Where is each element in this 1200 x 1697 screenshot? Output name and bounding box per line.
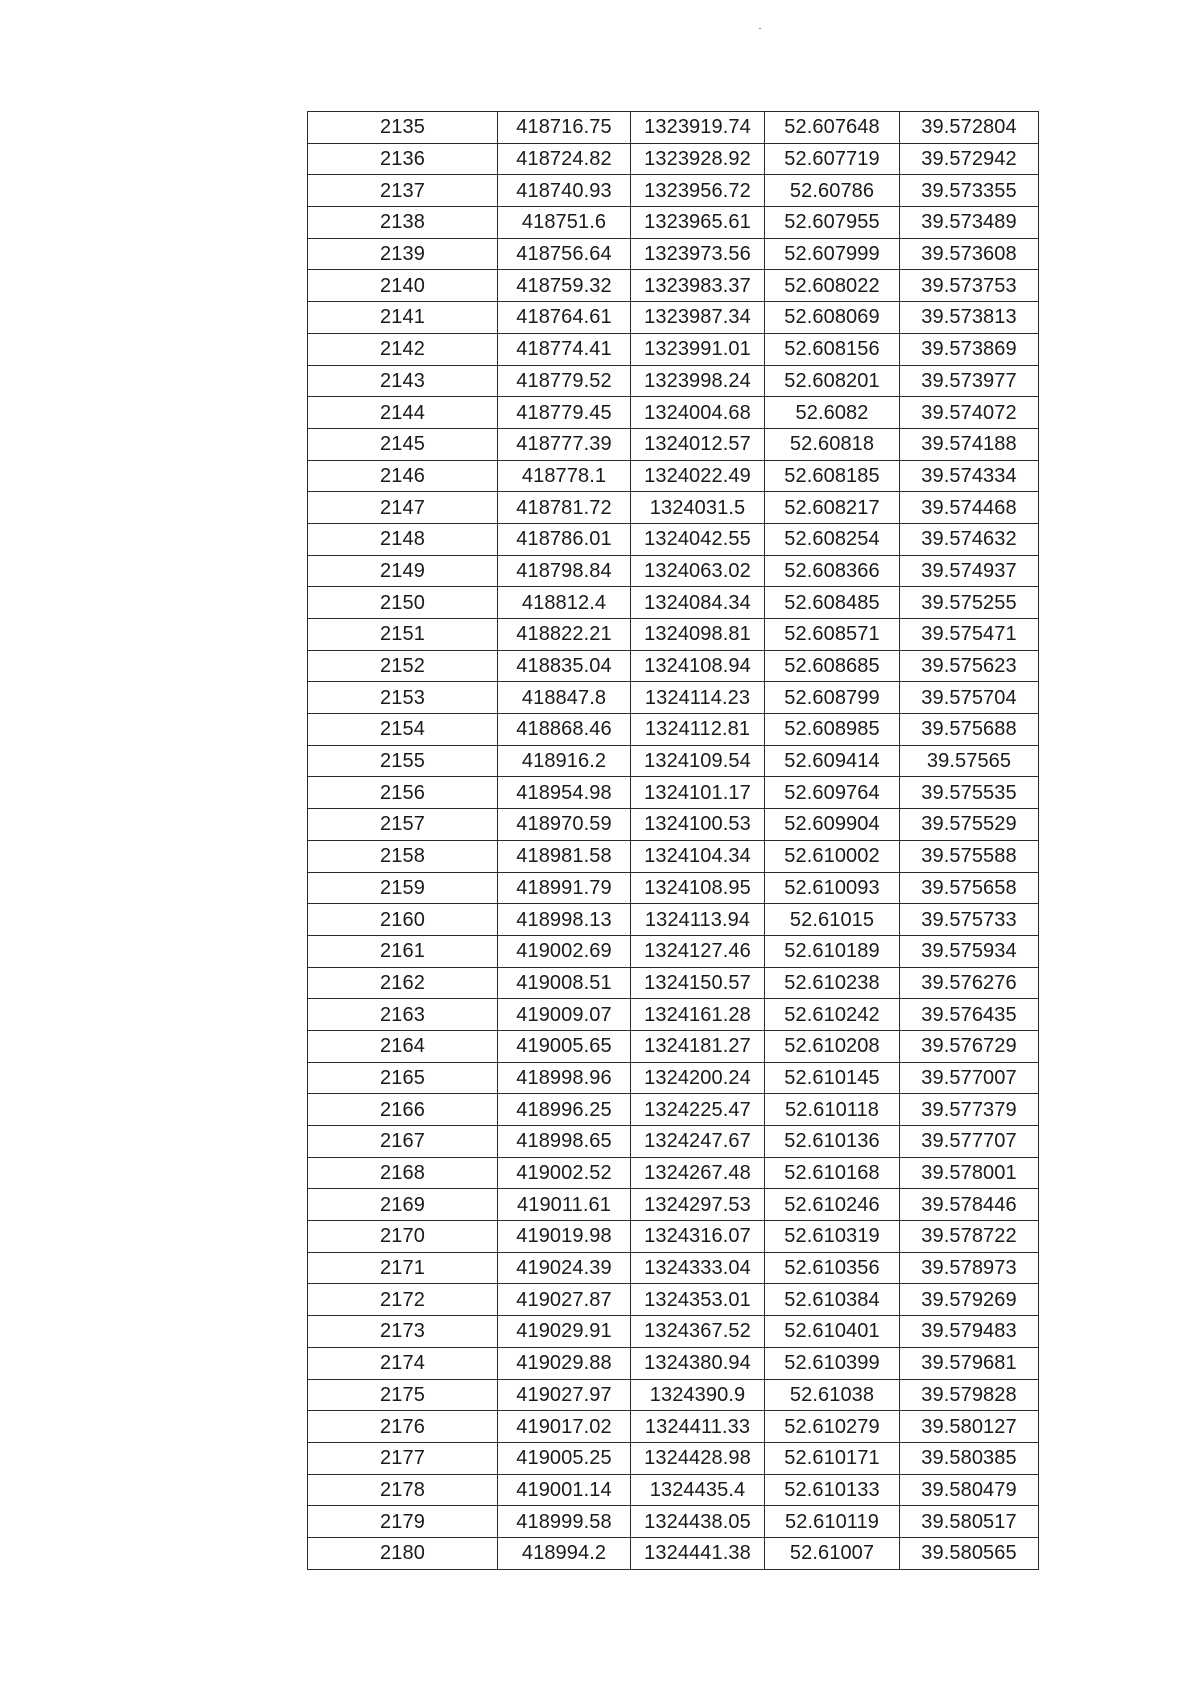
table-row: [308, 555, 1039, 587]
latitude-cell: 52.608217: [765, 492, 900, 524]
y-coordinate-cell: 1323956.72: [631, 175, 765, 207]
latitude-cell: 52.610093: [765, 872, 900, 904]
y-coordinate-cell: 1324114.23: [631, 682, 765, 714]
latitude-cell: 52.61015: [765, 904, 900, 936]
table-row: [308, 777, 1039, 809]
table-row: [308, 207, 1039, 239]
longitude-cell: 39.575588: [900, 840, 1039, 872]
point-number-cell: 2150: [308, 587, 498, 619]
latitude-cell: 52.607999: [765, 238, 900, 270]
longitude-cell: 39.573753: [900, 270, 1039, 302]
table-row: [308, 999, 1039, 1031]
point-number-cell: 2169: [308, 1189, 498, 1221]
x-coordinate-cell: 418868.46: [498, 714, 631, 746]
y-coordinate-cell: 1324181.27: [631, 1030, 765, 1062]
coordinates-table-body: [308, 112, 1039, 1570]
y-coordinate-cell: 1324109.54: [631, 745, 765, 777]
x-coordinate-cell: 418916.2: [498, 745, 631, 777]
point-number-cell: 2149: [308, 555, 498, 587]
point-number-cell: 2163: [308, 999, 498, 1031]
longitude-cell: 39.575934: [900, 935, 1039, 967]
table-row: [308, 492, 1039, 524]
y-coordinate-cell: 1324367.52: [631, 1316, 765, 1348]
x-coordinate-cell: 418756.64: [498, 238, 631, 270]
point-number-cell: 2159: [308, 872, 498, 904]
table-row: [308, 238, 1039, 270]
x-coordinate-cell: 418764.61: [498, 302, 631, 334]
longitude-cell: 39.575529: [900, 809, 1039, 841]
longitude-cell: 39.575733: [900, 904, 1039, 936]
y-coordinate-cell: 1323928.92: [631, 143, 765, 175]
latitude-cell: 52.609904: [765, 809, 900, 841]
table-row: [308, 809, 1039, 841]
y-coordinate-cell: 1324112.81: [631, 714, 765, 746]
point-number-cell: 2151: [308, 619, 498, 651]
latitude-cell: 52.608156: [765, 333, 900, 365]
point-number-cell: 2135: [308, 112, 498, 144]
table-row: [308, 1537, 1039, 1569]
latitude-cell: 52.610399: [765, 1347, 900, 1379]
y-coordinate-cell: 1324101.17: [631, 777, 765, 809]
table-row: [308, 175, 1039, 207]
latitude-cell: 52.60818: [765, 428, 900, 460]
table-row: [308, 270, 1039, 302]
y-coordinate-cell: 1324042.55: [631, 523, 765, 555]
longitude-cell: 39.573977: [900, 365, 1039, 397]
x-coordinate-cell: 419017.02: [498, 1411, 631, 1443]
table-row: [308, 872, 1039, 904]
latitude-cell: 52.610119: [765, 1506, 900, 1538]
latitude-cell: 52.608685: [765, 650, 900, 682]
latitude-cell: 52.608254: [765, 523, 900, 555]
latitude-cell: 52.610401: [765, 1316, 900, 1348]
point-number-cell: 2144: [308, 397, 498, 429]
table-row: [308, 840, 1039, 872]
table-row: [308, 1347, 1039, 1379]
longitude-cell: 39.572942: [900, 143, 1039, 175]
table-row: [308, 1221, 1039, 1253]
table-row: [308, 1062, 1039, 1094]
latitude-cell: 52.610246: [765, 1189, 900, 1221]
longitude-cell: 39.575658: [900, 872, 1039, 904]
x-coordinate-cell: 418798.84: [498, 555, 631, 587]
point-number-cell: 2157: [308, 809, 498, 841]
latitude-cell: 52.608985: [765, 714, 900, 746]
longitude-cell: 39.573489: [900, 207, 1039, 239]
y-coordinate-cell: 1324022.49: [631, 460, 765, 492]
x-coordinate-cell: 419029.88: [498, 1347, 631, 1379]
point-number-cell: 2166: [308, 1094, 498, 1126]
y-coordinate-cell: 1324297.53: [631, 1189, 765, 1221]
x-coordinate-cell: 418779.45: [498, 397, 631, 429]
point-number-cell: 2153: [308, 682, 498, 714]
y-coordinate-cell: 1324435.4: [631, 1474, 765, 1506]
longitude-cell: 39.579681: [900, 1347, 1039, 1379]
latitude-cell: 52.610171: [765, 1442, 900, 1474]
longitude-cell: 39.578722: [900, 1221, 1039, 1253]
table-row: [308, 587, 1039, 619]
longitude-cell: 39.579483: [900, 1316, 1039, 1348]
latitude-cell: 52.6082: [765, 397, 900, 429]
x-coordinate-cell: 418786.01: [498, 523, 631, 555]
table-row: [308, 1157, 1039, 1189]
point-number-cell: 2139: [308, 238, 498, 270]
x-coordinate-cell: 419024.39: [498, 1252, 631, 1284]
table-row: [308, 1030, 1039, 1062]
x-coordinate-cell: 418777.39: [498, 428, 631, 460]
longitude-cell: 39.577007: [900, 1062, 1039, 1094]
point-number-cell: 2140: [308, 270, 498, 302]
latitude-cell: 52.610136: [765, 1126, 900, 1158]
y-coordinate-cell: 1324333.04: [631, 1252, 765, 1284]
point-number-cell: 2142: [308, 333, 498, 365]
y-coordinate-cell: 1323983.37: [631, 270, 765, 302]
latitude-cell: 52.608571: [765, 619, 900, 651]
longitude-cell: 39.574072: [900, 397, 1039, 429]
y-coordinate-cell: 1324084.34: [631, 587, 765, 619]
y-coordinate-cell: 1324441.38: [631, 1537, 765, 1569]
y-coordinate-cell: 1324267.48: [631, 1157, 765, 1189]
point-number-cell: 2141: [308, 302, 498, 334]
point-number-cell: 2168: [308, 1157, 498, 1189]
y-coordinate-cell: 1324316.07: [631, 1221, 765, 1253]
longitude-cell: 39.580127: [900, 1411, 1039, 1443]
point-number-cell: 2160: [308, 904, 498, 936]
latitude-cell: 52.610002: [765, 840, 900, 872]
y-coordinate-cell: 1324104.34: [631, 840, 765, 872]
point-number-cell: 2156: [308, 777, 498, 809]
table-row: [308, 745, 1039, 777]
latitude-cell: 52.608201: [765, 365, 900, 397]
point-number-cell: 2143: [308, 365, 498, 397]
point-number-cell: 2171: [308, 1252, 498, 1284]
x-coordinate-cell: 418822.21: [498, 619, 631, 651]
point-number-cell: 2146: [308, 460, 498, 492]
longitude-cell: 39.580385: [900, 1442, 1039, 1474]
table-row: [308, 682, 1039, 714]
longitude-cell: 39.577379: [900, 1094, 1039, 1126]
y-coordinate-cell: 1324031.5: [631, 492, 765, 524]
longitude-cell: 39.574188: [900, 428, 1039, 460]
x-coordinate-cell: 418740.93: [498, 175, 631, 207]
y-coordinate-cell: 1324200.24: [631, 1062, 765, 1094]
latitude-cell: 52.610319: [765, 1221, 900, 1253]
latitude-cell: 52.608799: [765, 682, 900, 714]
y-coordinate-cell: 1324390.9: [631, 1379, 765, 1411]
x-coordinate-cell: 418970.59: [498, 809, 631, 841]
point-number-cell: 2152: [308, 650, 498, 682]
x-coordinate-cell: 419009.07: [498, 999, 631, 1031]
latitude-cell: 52.610145: [765, 1062, 900, 1094]
point-number-cell: 2147: [308, 492, 498, 524]
x-coordinate-cell: 418994.2: [498, 1537, 631, 1569]
y-coordinate-cell: 1324108.94: [631, 650, 765, 682]
longitude-cell: 39.575471: [900, 619, 1039, 651]
y-coordinate-cell: 1323973.56: [631, 238, 765, 270]
x-coordinate-cell: 419029.91: [498, 1316, 631, 1348]
longitude-cell: 39.574632: [900, 523, 1039, 555]
point-number-cell: 2145: [308, 428, 498, 460]
scan-speck: [759, 28, 761, 29]
x-coordinate-cell: 418998.13: [498, 904, 631, 936]
point-number-cell: 2164: [308, 1030, 498, 1062]
latitude-cell: 52.610279: [765, 1411, 900, 1443]
table-row: [308, 904, 1039, 936]
latitude-cell: 52.610189: [765, 935, 900, 967]
table-row: [308, 619, 1039, 651]
x-coordinate-cell: 418724.82: [498, 143, 631, 175]
table-row: [308, 1506, 1039, 1538]
longitude-cell: 39.573813: [900, 302, 1039, 334]
latitude-cell: 52.610133: [765, 1474, 900, 1506]
y-coordinate-cell: 1324113.94: [631, 904, 765, 936]
x-coordinate-cell: 419019.98: [498, 1221, 631, 1253]
point-number-cell: 2148: [308, 523, 498, 555]
coordinates-table: [307, 111, 1039, 1570]
x-coordinate-cell: 418812.4: [498, 587, 631, 619]
table-row: [308, 967, 1039, 999]
x-coordinate-cell: 418835.04: [498, 650, 631, 682]
table-row: [308, 1379, 1039, 1411]
table-row: [308, 1189, 1039, 1221]
y-coordinate-cell: 1324108.95: [631, 872, 765, 904]
point-number-cell: 2155: [308, 745, 498, 777]
latitude-cell: 52.608485: [765, 587, 900, 619]
longitude-cell: 39.573608: [900, 238, 1039, 270]
table-row: [308, 523, 1039, 555]
table-row: [308, 1442, 1039, 1474]
y-coordinate-cell: 1324100.53: [631, 809, 765, 841]
x-coordinate-cell: 419002.52: [498, 1157, 631, 1189]
longitude-cell: 39.577707: [900, 1126, 1039, 1158]
point-number-cell: 2167: [308, 1126, 498, 1158]
latitude-cell: 52.61038: [765, 1379, 900, 1411]
table-row: [308, 714, 1039, 746]
point-number-cell: 2170: [308, 1221, 498, 1253]
x-coordinate-cell: 419027.87: [498, 1284, 631, 1316]
y-coordinate-cell: 1324063.02: [631, 555, 765, 587]
point-number-cell: 2162: [308, 967, 498, 999]
x-coordinate-cell: 418991.79: [498, 872, 631, 904]
longitude-cell: 39.575704: [900, 682, 1039, 714]
table-row: [308, 1094, 1039, 1126]
longitude-cell: 39.578446: [900, 1189, 1039, 1221]
latitude-cell: 52.607719: [765, 143, 900, 175]
point-number-cell: 2172: [308, 1284, 498, 1316]
x-coordinate-cell: 418781.72: [498, 492, 631, 524]
table-row: [308, 302, 1039, 334]
table-row: [308, 1126, 1039, 1158]
table-row: [308, 1474, 1039, 1506]
y-coordinate-cell: 1324012.57: [631, 428, 765, 460]
latitude-cell: 52.608366: [765, 555, 900, 587]
x-coordinate-cell: 419027.97: [498, 1379, 631, 1411]
y-coordinate-cell: 1323919.74: [631, 112, 765, 144]
longitude-cell: 39.576276: [900, 967, 1039, 999]
table-row: [308, 650, 1039, 682]
point-number-cell: 2177: [308, 1442, 498, 1474]
longitude-cell: 39.574468: [900, 492, 1039, 524]
longitude-cell: 39.575535: [900, 777, 1039, 809]
y-coordinate-cell: 1324225.47: [631, 1094, 765, 1126]
y-coordinate-cell: 1323991.01: [631, 333, 765, 365]
longitude-cell: 39.572804: [900, 112, 1039, 144]
table-row: [308, 428, 1039, 460]
longitude-cell: 39.580479: [900, 1474, 1039, 1506]
y-coordinate-cell: 1324161.28: [631, 999, 765, 1031]
x-coordinate-cell: 419001.14: [498, 1474, 631, 1506]
x-coordinate-cell: 419002.69: [498, 935, 631, 967]
point-number-cell: 2154: [308, 714, 498, 746]
longitude-cell: 39.574334: [900, 460, 1039, 492]
point-number-cell: 2158: [308, 840, 498, 872]
longitude-cell: 39.573869: [900, 333, 1039, 365]
point-number-cell: 2161: [308, 935, 498, 967]
table-row: [308, 1252, 1039, 1284]
latitude-cell: 52.610238: [765, 967, 900, 999]
y-coordinate-cell: 1324353.01: [631, 1284, 765, 1316]
point-number-cell: 2178: [308, 1474, 498, 1506]
table-row: [308, 112, 1039, 144]
table-row: [308, 1411, 1039, 1443]
x-coordinate-cell: 418778.1: [498, 460, 631, 492]
latitude-cell: 52.607955: [765, 207, 900, 239]
longitude-cell: 39.580565: [900, 1537, 1039, 1569]
longitude-cell: 39.575255: [900, 587, 1039, 619]
x-coordinate-cell: 418999.58: [498, 1506, 631, 1538]
point-number-cell: 2179: [308, 1506, 498, 1538]
point-number-cell: 2176: [308, 1411, 498, 1443]
x-coordinate-cell: 418954.98: [498, 777, 631, 809]
latitude-cell: 52.608069: [765, 302, 900, 334]
longitude-cell: 39.575688: [900, 714, 1039, 746]
x-coordinate-cell: 418716.75: [498, 112, 631, 144]
point-number-cell: 2136: [308, 143, 498, 175]
longitude-cell: 39.573355: [900, 175, 1039, 207]
x-coordinate-cell: 419008.51: [498, 967, 631, 999]
table-row: [308, 935, 1039, 967]
table-row: [308, 397, 1039, 429]
latitude-cell: 52.610384: [765, 1284, 900, 1316]
y-coordinate-cell: 1323998.24: [631, 365, 765, 397]
longitude-cell: 39.579828: [900, 1379, 1039, 1411]
longitude-cell: 39.57565: [900, 745, 1039, 777]
latitude-cell: 52.607648: [765, 112, 900, 144]
latitude-cell: 52.610242: [765, 999, 900, 1031]
longitude-cell: 39.574937: [900, 555, 1039, 587]
y-coordinate-cell: 1323965.61: [631, 207, 765, 239]
longitude-cell: 39.579269: [900, 1284, 1039, 1316]
latitude-cell: 52.610208: [765, 1030, 900, 1062]
point-number-cell: 2165: [308, 1062, 498, 1094]
y-coordinate-cell: 1323987.34: [631, 302, 765, 334]
longitude-cell: 39.580517: [900, 1506, 1039, 1538]
table-row: [308, 365, 1039, 397]
x-coordinate-cell: 418998.96: [498, 1062, 631, 1094]
x-coordinate-cell: 418981.58: [498, 840, 631, 872]
latitude-cell: 52.61007: [765, 1537, 900, 1569]
point-number-cell: 2138: [308, 207, 498, 239]
longitude-cell: 39.578001: [900, 1157, 1039, 1189]
y-coordinate-cell: 1324150.57: [631, 967, 765, 999]
longitude-cell: 39.575623: [900, 650, 1039, 682]
latitude-cell: 52.609764: [765, 777, 900, 809]
x-coordinate-cell: 418779.52: [498, 365, 631, 397]
x-coordinate-cell: 419011.61: [498, 1189, 631, 1221]
y-coordinate-cell: 1324127.46: [631, 935, 765, 967]
point-number-cell: 2173: [308, 1316, 498, 1348]
table-row: [308, 143, 1039, 175]
table-row: [308, 460, 1039, 492]
latitude-cell: 52.609414: [765, 745, 900, 777]
x-coordinate-cell: 419005.65: [498, 1030, 631, 1062]
latitude-cell: 52.610356: [765, 1252, 900, 1284]
x-coordinate-cell: 418996.25: [498, 1094, 631, 1126]
y-coordinate-cell: 1324380.94: [631, 1347, 765, 1379]
longitude-cell: 39.576729: [900, 1030, 1039, 1062]
y-coordinate-cell: 1324428.98: [631, 1442, 765, 1474]
table-row: [308, 1284, 1039, 1316]
x-coordinate-cell: 418751.6: [498, 207, 631, 239]
point-number-cell: 2175: [308, 1379, 498, 1411]
latitude-cell: 52.608022: [765, 270, 900, 302]
x-coordinate-cell: 419005.25: [498, 1442, 631, 1474]
point-number-cell: 2180: [308, 1537, 498, 1569]
latitude-cell: 52.608185: [765, 460, 900, 492]
y-coordinate-cell: 1324411.33: [631, 1411, 765, 1443]
latitude-cell: 52.610118: [765, 1094, 900, 1126]
longitude-cell: 39.578973: [900, 1252, 1039, 1284]
table-row: [308, 333, 1039, 365]
point-number-cell: 2137: [308, 175, 498, 207]
y-coordinate-cell: 1324004.68: [631, 397, 765, 429]
x-coordinate-cell: 418759.32: [498, 270, 631, 302]
y-coordinate-cell: 1324098.81: [631, 619, 765, 651]
x-coordinate-cell: 418847.8: [498, 682, 631, 714]
latitude-cell: 52.610168: [765, 1157, 900, 1189]
x-coordinate-cell: 418998.65: [498, 1126, 631, 1158]
longitude-cell: 39.576435: [900, 999, 1039, 1031]
x-coordinate-cell: 418774.41: [498, 333, 631, 365]
point-number-cell: 2174: [308, 1347, 498, 1379]
latitude-cell: 52.60786: [765, 175, 900, 207]
table-row: [308, 1316, 1039, 1348]
y-coordinate-cell: 1324438.05: [631, 1506, 765, 1538]
y-coordinate-cell: 1324247.67: [631, 1126, 765, 1158]
